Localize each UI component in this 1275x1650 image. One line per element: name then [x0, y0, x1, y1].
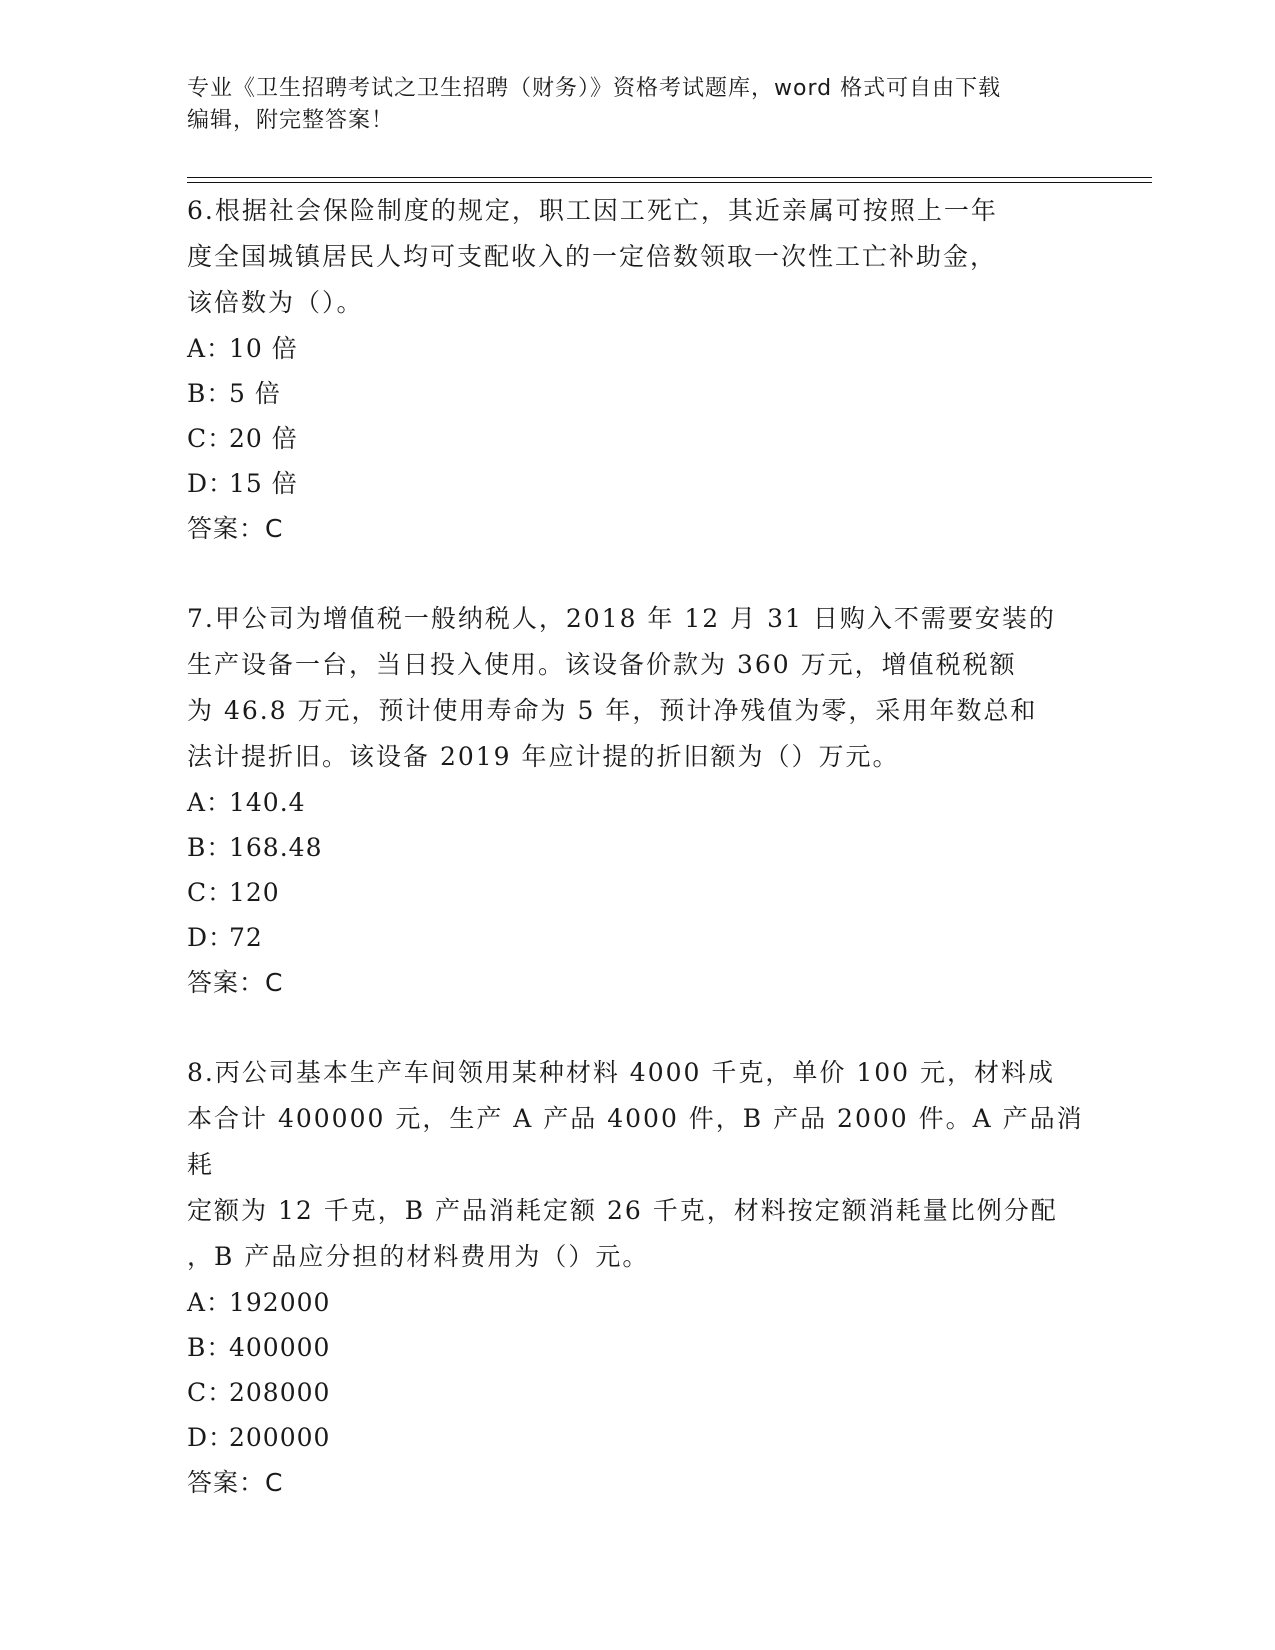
answer-line: 答案：C	[187, 968, 284, 997]
question-text-line: 该倍数为（）。	[187, 288, 364, 317]
answer-line: 答案：C	[187, 514, 284, 543]
option-value: 120	[229, 878, 280, 907]
option-d	[187, 1415, 1087, 1460]
option-value: 5 倍	[229, 379, 281, 408]
option-value: 10 倍	[229, 334, 298, 363]
question-text-line: ，B 产品应分担的材料费用为（）元。	[187, 1242, 650, 1271]
option-label: D：	[187, 923, 235, 952]
answer-line: 答案：C	[187, 1468, 284, 1497]
option-label: A：	[187, 1288, 233, 1317]
option-a	[187, 1280, 1087, 1325]
question-text-line: 法计提折旧。该设备 2019 年应计提的折旧额为（）万元。	[187, 742, 900, 771]
question-text-line: 7.甲公司为增值税一般纳税人，2018 年 12 月 31 日购入不需要安装的	[187, 604, 1056, 633]
header-divider-top	[187, 177, 1152, 178]
option-label: D：	[187, 469, 235, 498]
option-a	[187, 326, 1087, 371]
option-b	[187, 825, 1087, 870]
option-c	[187, 416, 1087, 461]
option-b	[187, 371, 1087, 416]
header-line-1: 专业《卫生招聘考试之卫生招聘（财务）》资格考试题库，word 格式可自由下载	[187, 76, 1002, 101]
option-c	[187, 870, 1087, 915]
option-label: B：	[187, 379, 233, 408]
option-label: A：	[187, 334, 233, 363]
option-list	[187, 326, 1087, 506]
option-b	[187, 1325, 1087, 1370]
option-label: B：	[187, 833, 233, 862]
option-label: B：	[187, 1333, 233, 1362]
option-list	[187, 1280, 1087, 1460]
question-text-line: 8.丙公司基本生产车间领用某种材料 4000 千克，单价 100 元，材料成	[187, 1058, 1055, 1087]
question-text-line: 为 46.8 万元，预计使用寿命为 5 年，预计净残值为零，采用年数总和	[187, 696, 1038, 725]
option-list	[187, 780, 1087, 960]
option-value: 200000	[229, 1423, 331, 1452]
option-label: C：	[187, 424, 234, 453]
option-value: 168.48	[229, 833, 323, 862]
question-text	[187, 596, 1087, 780]
header-divider-bottom	[187, 182, 1152, 183]
question-6	[187, 188, 1087, 552]
question-text	[187, 188, 1087, 326]
question-text-line: 6.根据社会保险制度的规定，职工因工死亡，其近亲属可按照上一年	[187, 196, 998, 225]
question-text-line: 生产设备一台，当日投入使用。该设备价款为 360 万元，增值税税额	[187, 650, 1017, 679]
option-a	[187, 780, 1087, 825]
option-label: C：	[187, 878, 234, 907]
question-8	[187, 1050, 1087, 1506]
option-value: 20 倍	[229, 424, 298, 453]
question-text-line: 度全国城镇居民人均可支配收入的一定倍数领取一次性工亡补助金，	[187, 242, 998, 271]
question-text-line: 本合计 400000 元，生产 A 产品 4000 件，B 产品 2000 件。A 产品消耗	[187, 1104, 1084, 1179]
option-label: D：	[187, 1423, 235, 1452]
option-d	[187, 915, 1087, 960]
question-7	[187, 596, 1087, 1006]
option-value: 400000	[229, 1333, 331, 1362]
option-value: 192000	[229, 1288, 331, 1317]
option-value: 140.4	[229, 788, 306, 817]
option-value: 72	[229, 923, 263, 952]
option-c	[187, 1370, 1087, 1415]
question-text	[187, 1050, 1087, 1280]
header-line-2: 编辑，附完整答案！	[187, 108, 395, 133]
option-d	[187, 461, 1087, 506]
question-text-line: 定额为 12 千克，B 产品消耗定额 26 千克，材料按定额消耗量比例分配	[187, 1196, 1058, 1225]
option-value: 208000	[229, 1378, 331, 1407]
option-label: A：	[187, 788, 233, 817]
document-header	[187, 73, 1067, 137]
option-label: C：	[187, 1378, 234, 1407]
option-value: 15 倍	[229, 469, 298, 498]
